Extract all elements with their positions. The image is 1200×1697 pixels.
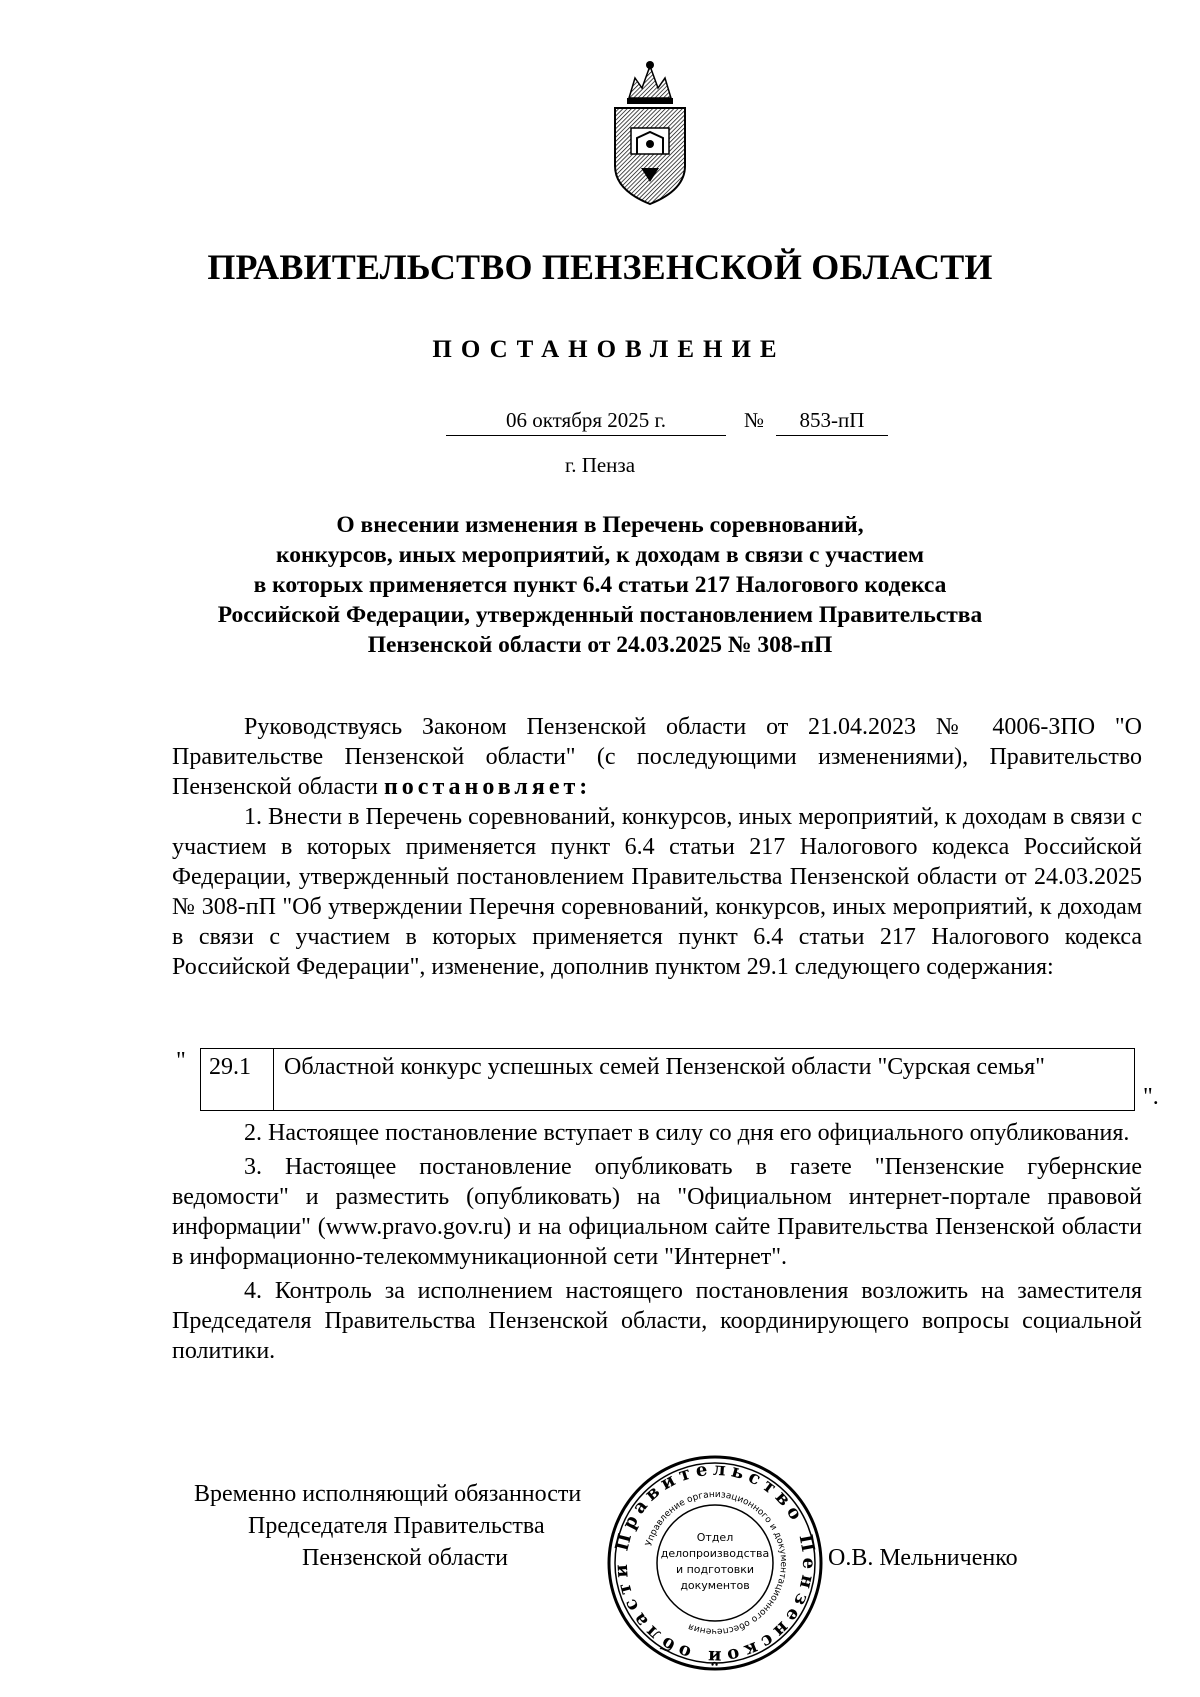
- body-part-1: [172, 712, 1142, 982]
- preamble-text: Руководствуясь Законом Пензенской области от 21.04.2023 № 4006-ЗПО "О Правительстве Пензенской области" (с последующими изменениями), Правительство Пензенской области: [172, 714, 1142, 800]
- item-2-paragraph: 2. Настоящее постановление вступает в силу со дня его официального опубликования.: [244, 1120, 1130, 1146]
- stamp-center-line: документов: [680, 1579, 750, 1592]
- heading-line: конкурсов, иных мероприятий, к доходам в связи с участием: [275, 542, 924, 568]
- row-text-cell: Областной конкурс успешных семей Пензенской области "Сурская семья": [284, 1054, 1045, 1080]
- item-3-paragraph: 3. Настоящее постановление опубликовать в газете "Пензенские губернские ведомости" и разместить (опубликовать) на "Официальном интернет-портале правовой информации" (www.pravo.gov.ru) и на официальном сайте Правительства Пензенской области в информационно-телекоммуникационной сети "Интернет".: [172, 1154, 1142, 1270]
- document-date: 06 октября 2025 г.: [446, 408, 726, 436]
- stamp-center-line: Отдел: [696, 1531, 734, 1544]
- heading-line: О внесении изменения в Перечень соревнований,: [336, 512, 864, 538]
- coat-of-arms-emblem: [601, 58, 699, 206]
- row-number-cell: 29.1: [201, 1049, 274, 1110]
- item-1-paragraph: 1. Внести в Перечень соревнований, конкурсов, иных мероприятий, к доходам в связи с участием в которых применяется пункт 6.4 статьи 217 Налогового кодекса Российской Федерации, утвержденный постановлением Правительства Пензенской области от 24.03.2025 № 308-пП "Об утверждении Перечня соревнований, конкурсов, иных мероприятий, к доходам в связи с участием в которых применяется пункт 6.4 статьи 217 Налогового кодекса Российской Федерации", изменение, дополнив пунктом 29.1 следующего содержания:: [172, 804, 1142, 980]
- closing-quote: ".: [1143, 1084, 1159, 1110]
- signatory-title-line-2: Председателя Правительства: [248, 1513, 545, 1539]
- inserted-table-row: [200, 1048, 1135, 1111]
- preamble-paragraph: [172, 712, 1142, 802]
- item-4-paragraph: 4. Контроль за исполнением настоящего постановления возложить на заместителя Председателя Правительства Пензенской области, координирующего вопросы социальной политики.: [172, 1278, 1142, 1364]
- document-city: г. Пенза: [564, 453, 636, 477]
- government-title: ПРАВИТЕЛЬСТВО ПЕНЗЕНСКОЙ ОБЛАСТИ: [207, 247, 993, 287]
- document-number: 853-пП: [776, 408, 888, 436]
- stamp-outer-text: Правительство Пензенской области: [610, 1458, 820, 1668]
- signatory-title-line-1: Временно исполняющий обязанности: [194, 1481, 582, 1507]
- document-heading: [180, 510, 1020, 660]
- stamp-center-line: и подготовки: [675, 1563, 755, 1576]
- heading-line: в которых применяется пункт 6.4 статьи 217 Налогового кодекса: [253, 572, 947, 598]
- body-part-2: [172, 1118, 1142, 1370]
- stamp-inner-text: Управление организационного и документационного обеспечения: [644, 1489, 789, 1637]
- opening-quote: ": [176, 1048, 186, 1074]
- heading-line: Российской Федерации, утвержденный постановлением Правительства: [217, 602, 983, 628]
- stamp-center-line: делопроизводства: [660, 1547, 770, 1560]
- number-sign: №: [744, 408, 765, 432]
- heading-line: Пензенской области от 24.03.2025 № 308-пП: [367, 632, 833, 658]
- document-type: ПОСТАНОВЛЕНИЕ: [432, 336, 786, 363]
- signatory-name: О.В. Мельниченко: [828, 1545, 1018, 1571]
- decree-word: постановляет:: [383, 774, 592, 800]
- signatory-title-line-3: Пензенской области: [302, 1545, 508, 1571]
- official-seal-stamp: [605, 1453, 825, 1673]
